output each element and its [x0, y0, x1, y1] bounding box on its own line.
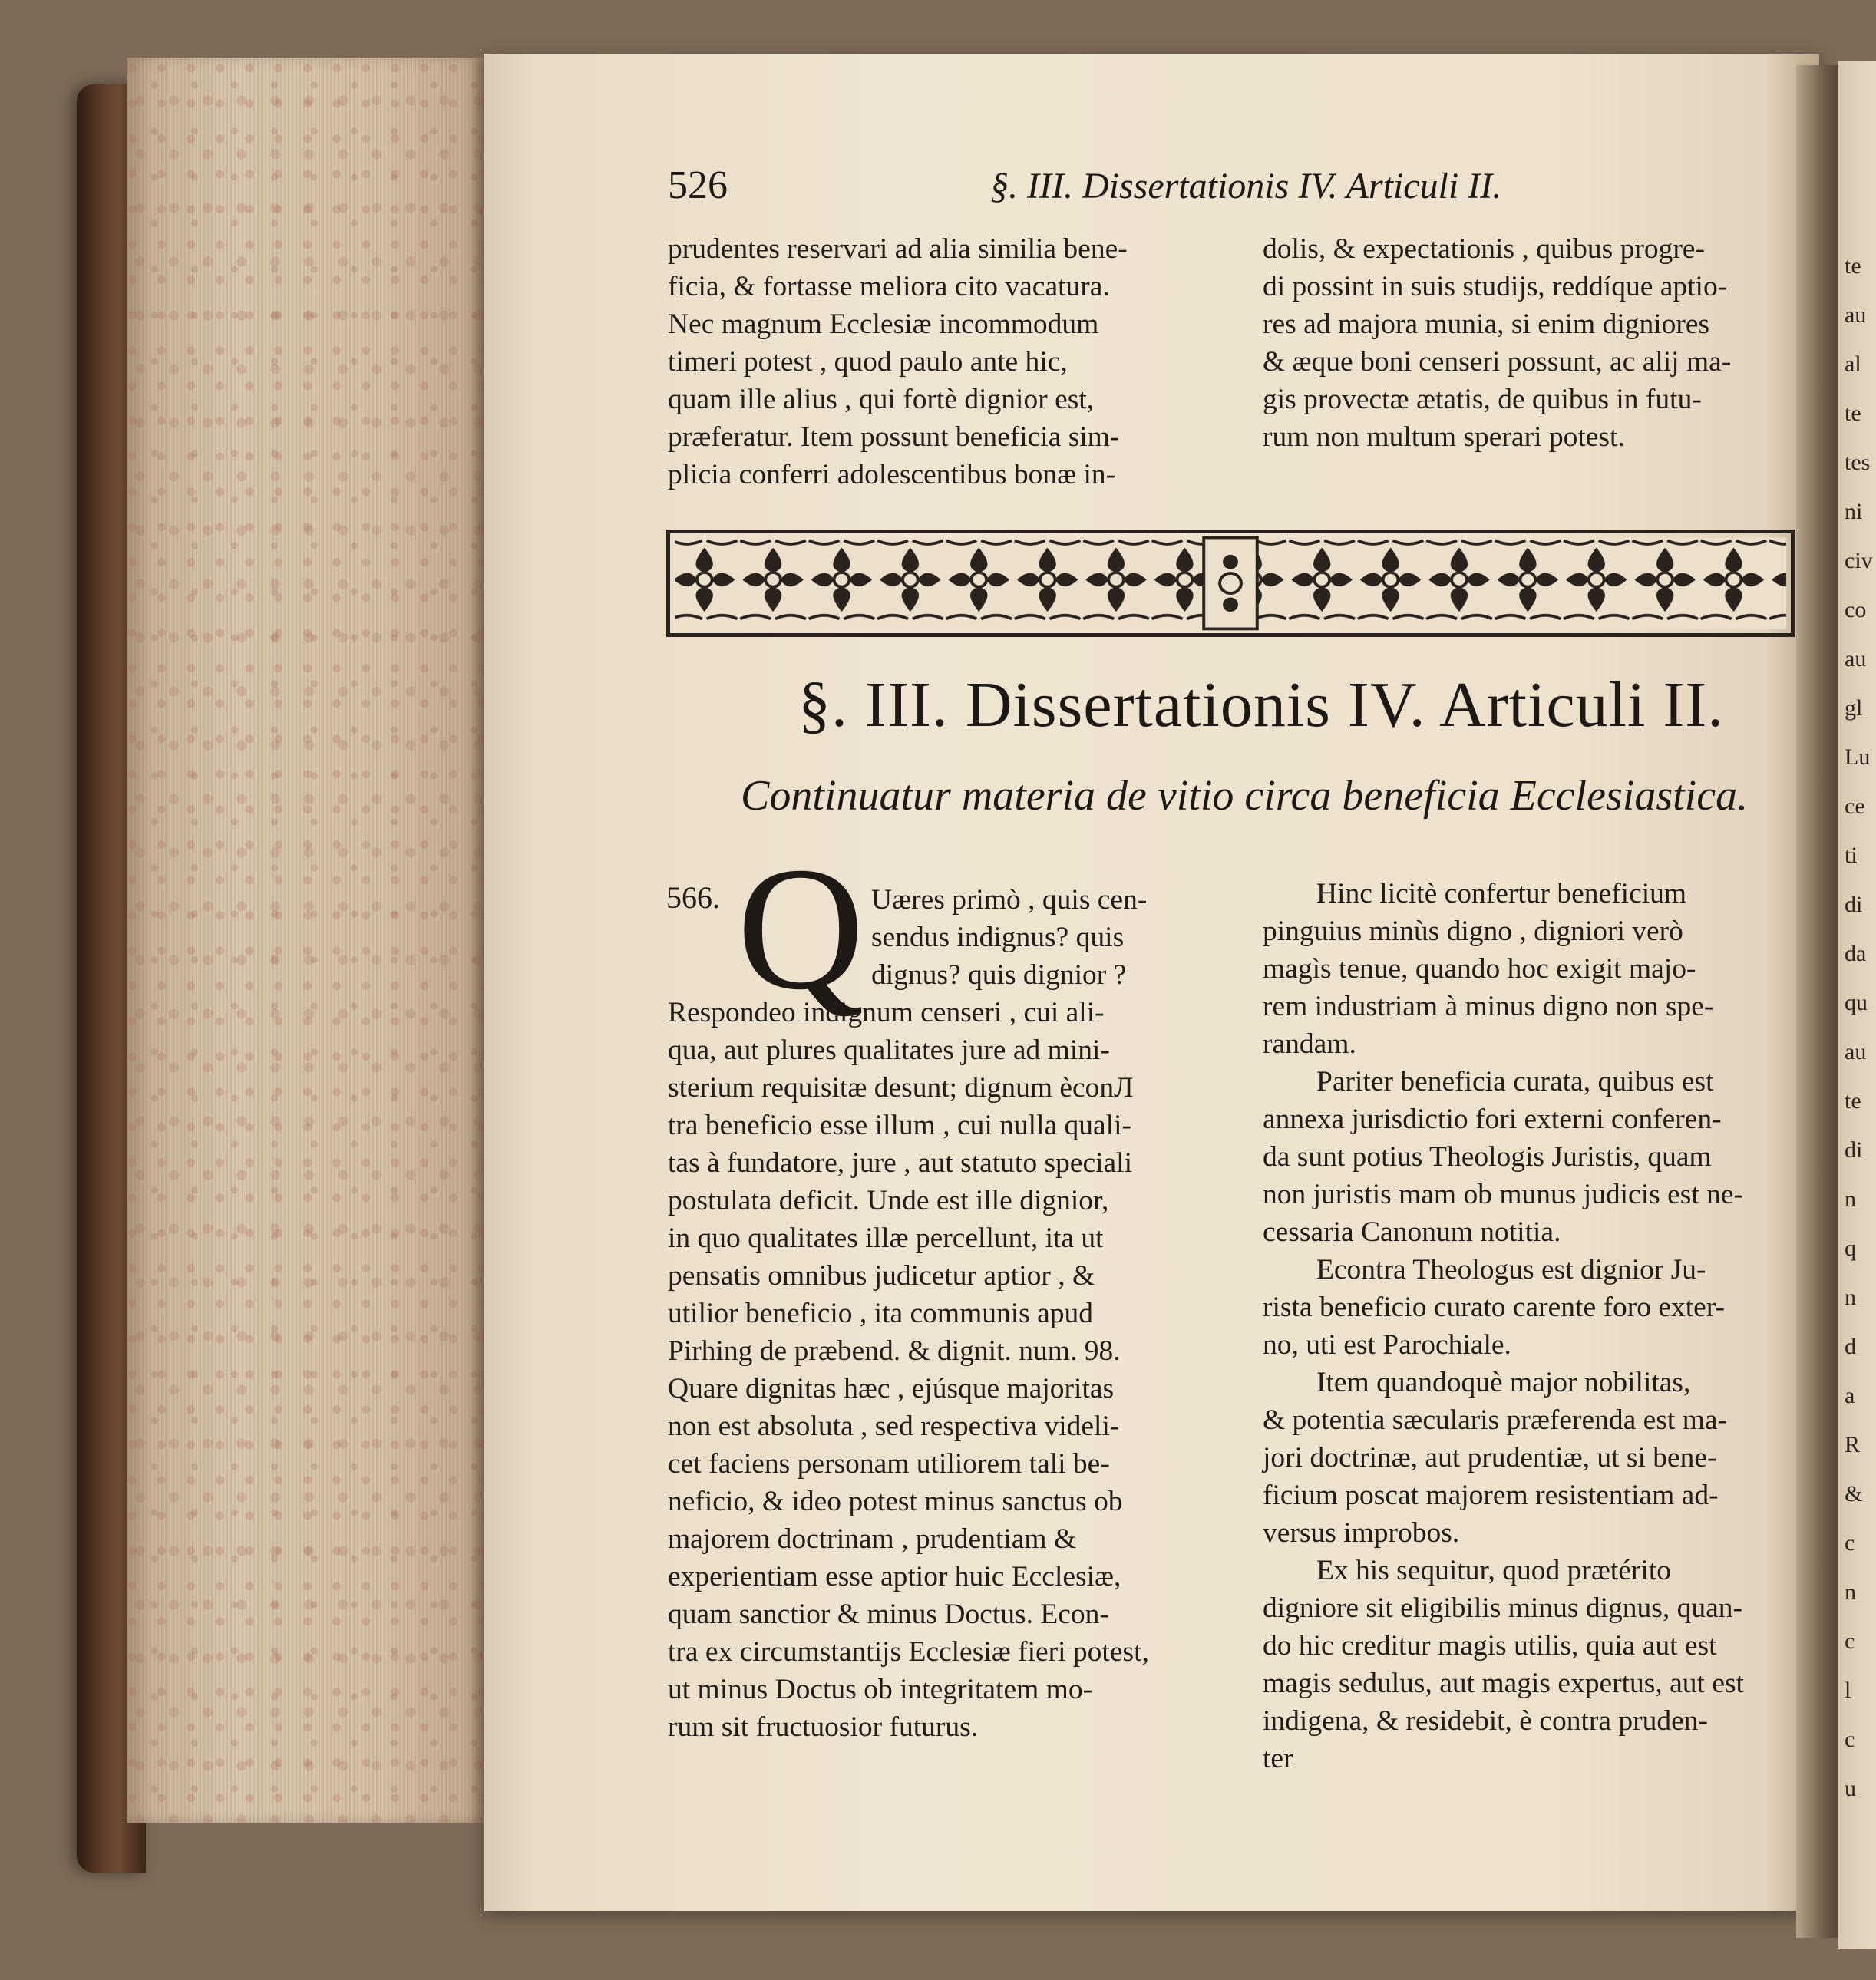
text-line: Nec magnum Ecclesiæ incommodum — [668, 309, 1099, 340]
text-line: magis sedulus, aut magis expertus, aut est — [1263, 1668, 1744, 1699]
facing-page-fragment: te — [1845, 401, 1861, 426]
page-block-edge — [127, 58, 487, 1823]
section-title: §. III. Dissertationis IV. Articuli II. — [798, 669, 1725, 741]
text-line: rum sit fructuosior futurus. — [668, 1711, 979, 1743]
text-line: magìs tenue, quando hoc exigit majo- — [1263, 953, 1696, 985]
text-line: in quo qualitates illæ percellunt, ita ut — [668, 1223, 1104, 1254]
main-left-column — [668, 881, 1236, 1746]
facing-page-fragment: ni — [1845, 499, 1863, 524]
text-line: dolis, & expectationis , quibus progre- — [1263, 233, 1705, 265]
text-line: & potentia sæcularis præferenda est ma- — [1263, 1404, 1728, 1436]
facing-page-fragment: al — [1845, 351, 1861, 377]
text-line: ficium poscat majorem resistentiam ad- — [1263, 1480, 1719, 1511]
facing-page-fragment: gl — [1845, 695, 1863, 721]
facing-page-fragment: l — [1845, 1678, 1851, 1703]
main-right-column — [1263, 875, 1815, 1777]
text-line: majorem doctrinam , prudentiam & — [668, 1523, 1077, 1555]
text-line: Pirhing de præbend. & dignit. num. 98. — [668, 1335, 1121, 1367]
facing-page-fragment: d — [1845, 1334, 1856, 1359]
text-line: pinguius minùs digno , digniori verò — [1263, 916, 1683, 947]
ornamental-band — [666, 530, 1795, 637]
paragraph-number: 566. — [666, 880, 720, 915]
facing-page-fragment: ce — [1845, 794, 1865, 819]
facing-page-fragment: au — [1845, 646, 1867, 672]
text-line: cessaria Canonum notitia. — [1263, 1216, 1561, 1248]
text-line: utilior beneficio , ita communis apud — [668, 1298, 1094, 1329]
facing-page-fragment: & — [1845, 1481, 1863, 1506]
text-line: qua, aut plures qualitates jure ad mini- — [668, 1035, 1110, 1066]
text-line: neficio, & ideo potest minus sanctus ob — [668, 1486, 1123, 1517]
facing-page-fragment: te — [1845, 253, 1861, 279]
running-head: §. III. Dissertationis IV. Articuli II. — [990, 166, 1502, 206]
facing-page-fragment: R — [1845, 1432, 1861, 1457]
text-line: Hinc licitè confertur beneficium — [1316, 878, 1687, 909]
facing-page-fragment: di — [1845, 1137, 1863, 1163]
drop-cap: Q — [737, 830, 865, 1026]
text-line: prudentes reservari ad alia similia bene- — [668, 233, 1128, 265]
text-line: Quare dignitas hæc , ejúsque majoritas — [668, 1373, 1115, 1404]
text-line: indigena, & residebit, è contra pruden- — [1263, 1705, 1709, 1737]
text-line: no, uti est Parochiale. — [1263, 1329, 1511, 1361]
facing-page-fragment: co — [1845, 597, 1867, 622]
facing-page — [1838, 61, 1876, 1949]
text-line: quam ille alius , qui fortè dignior est, — [668, 384, 1095, 415]
facing-page-fragment: c — [1845, 1727, 1855, 1752]
text-line: ter — [1263, 1743, 1293, 1774]
text-line: do hic creditur magis utilis, quia aut est — [1263, 1630, 1717, 1662]
text-line: cet faciens personam utiliorem tali be- — [668, 1448, 1110, 1480]
section-subtitle: Continuatur materia de vitio circa beneficia Ecclesiastica. — [741, 772, 1749, 820]
text-line: non est absoluta , sed respectiva videli- — [668, 1411, 1120, 1442]
facing-page-fragment: tes — [1845, 450, 1871, 475]
text-line: præferatur. Item possunt beneficia sim- — [668, 421, 1120, 453]
text-line: sterium requisitæ desunt; dignum èconЛ — [668, 1072, 1134, 1104]
top-left-column — [668, 230, 1236, 493]
text-line: rista beneficio curato carente foro exter- — [1263, 1292, 1726, 1323]
top-right-column — [1263, 230, 1815, 456]
text-line: jori doctrinæ, aut prudentiæ, ut si bene- — [1263, 1442, 1717, 1473]
text-line: experientiam esse aptior huic Ecclesiæ, — [668, 1561, 1121, 1592]
text-line: digniore sit eligibilis minus dignus, quan- — [1263, 1592, 1742, 1624]
page-number: 526 — [668, 163, 728, 207]
text-line: versus improbos. — [1263, 1517, 1460, 1549]
text-line: ut minus Doctus ob integritatem mo- — [668, 1674, 1093, 1705]
facing-page-fragment: au — [1845, 302, 1867, 328]
facing-page-fragment: da — [1845, 941, 1867, 966]
text-line: plicia conferri adolescentibus bonæ in- — [668, 459, 1116, 490]
facing-page-fragment: qu — [1845, 990, 1868, 1015]
facing-page-fragment: q — [1845, 1236, 1856, 1261]
facing-page-fragment: n — [1845, 1285, 1856, 1310]
text-line: postulata deficit. Unde est ille dignior, — [668, 1185, 1109, 1216]
facing-page-fragment: civ — [1845, 548, 1873, 573]
text-line: Respondeo indignum censeri , cui ali- — [668, 997, 1105, 1028]
ornament-pattern — [670, 533, 1791, 633]
text-line: pensatis omnibus judicetur aptior , & — [668, 1260, 1095, 1292]
text-line: da sunt potius Theologis Juristis, quam — [1263, 1141, 1712, 1173]
text-line: Ex his sequitur, quod prætérito — [1316, 1555, 1671, 1586]
text-line: rum non multum sperari potest. — [1263, 421, 1625, 453]
facing-page-fragment: n — [1845, 1186, 1856, 1212]
text-line: Item quandoquè major nobilitas, — [1316, 1367, 1691, 1398]
facing-page-fragment: u — [1845, 1776, 1856, 1801]
facing-page-fragment: te — [1845, 1088, 1861, 1114]
facing-page-fragment: au — [1845, 1039, 1867, 1064]
text-line: quam sanctior & minus Doctus. Econ- — [668, 1599, 1109, 1630]
text-line: Econtra Theologus est dignior Ju- — [1316, 1254, 1706, 1285]
text-line: non juristis mam ob munus judicis est ne- — [1263, 1179, 1744, 1210]
facing-page-fragment: c — [1845, 1530, 1855, 1556]
text-line: gis provectæ ætatis, de quibus in futu- — [1263, 384, 1702, 415]
text-line: randam. — [1263, 1028, 1356, 1060]
text-line: tra ex circumstantijs Ecclesiæ fieri potest, — [668, 1636, 1149, 1668]
text-line: di possint in suis studijs, reddíque aptio- — [1263, 271, 1728, 302]
text-line: sendus indignus? quis — [871, 922, 1125, 953]
text-line: & æque boni censeri possunt, ac alij ma- — [1263, 346, 1732, 378]
text-line: Pariter beneficia curata, quibus est — [1316, 1066, 1714, 1097]
facing-page-fragment: c — [1845, 1629, 1855, 1654]
facing-page-fragment: a — [1845, 1383, 1855, 1408]
text-line: Uæres primò , quis cen- — [871, 884, 1148, 916]
text-line: rem industriam à minus digno non spe- — [1263, 991, 1714, 1022]
facing-page-fragment: Lu — [1845, 744, 1871, 770]
facing-page-fragment: di — [1845, 892, 1863, 917]
facing-page-fragment: ti — [1845, 843, 1858, 868]
facing-page-fragment: n — [1845, 1579, 1856, 1605]
text-line: tas à fundatore, jure , aut statuto speciali — [668, 1147, 1132, 1179]
text-line: dignus? quis dignior ? — [871, 959, 1127, 991]
text-line: annexa jurisdictio fori externi conferen- — [1263, 1104, 1722, 1135]
text-line: timeri potest , quod paulo ante hic, — [668, 346, 1068, 378]
text-line: ficia, & fortasse meliora cito vacatura. — [668, 271, 1110, 302]
text-line: res ad majora munia, si enim digniores — [1263, 309, 1710, 340]
text-line: tra beneficio esse illum , cui nulla quali- — [668, 1110, 1131, 1141]
